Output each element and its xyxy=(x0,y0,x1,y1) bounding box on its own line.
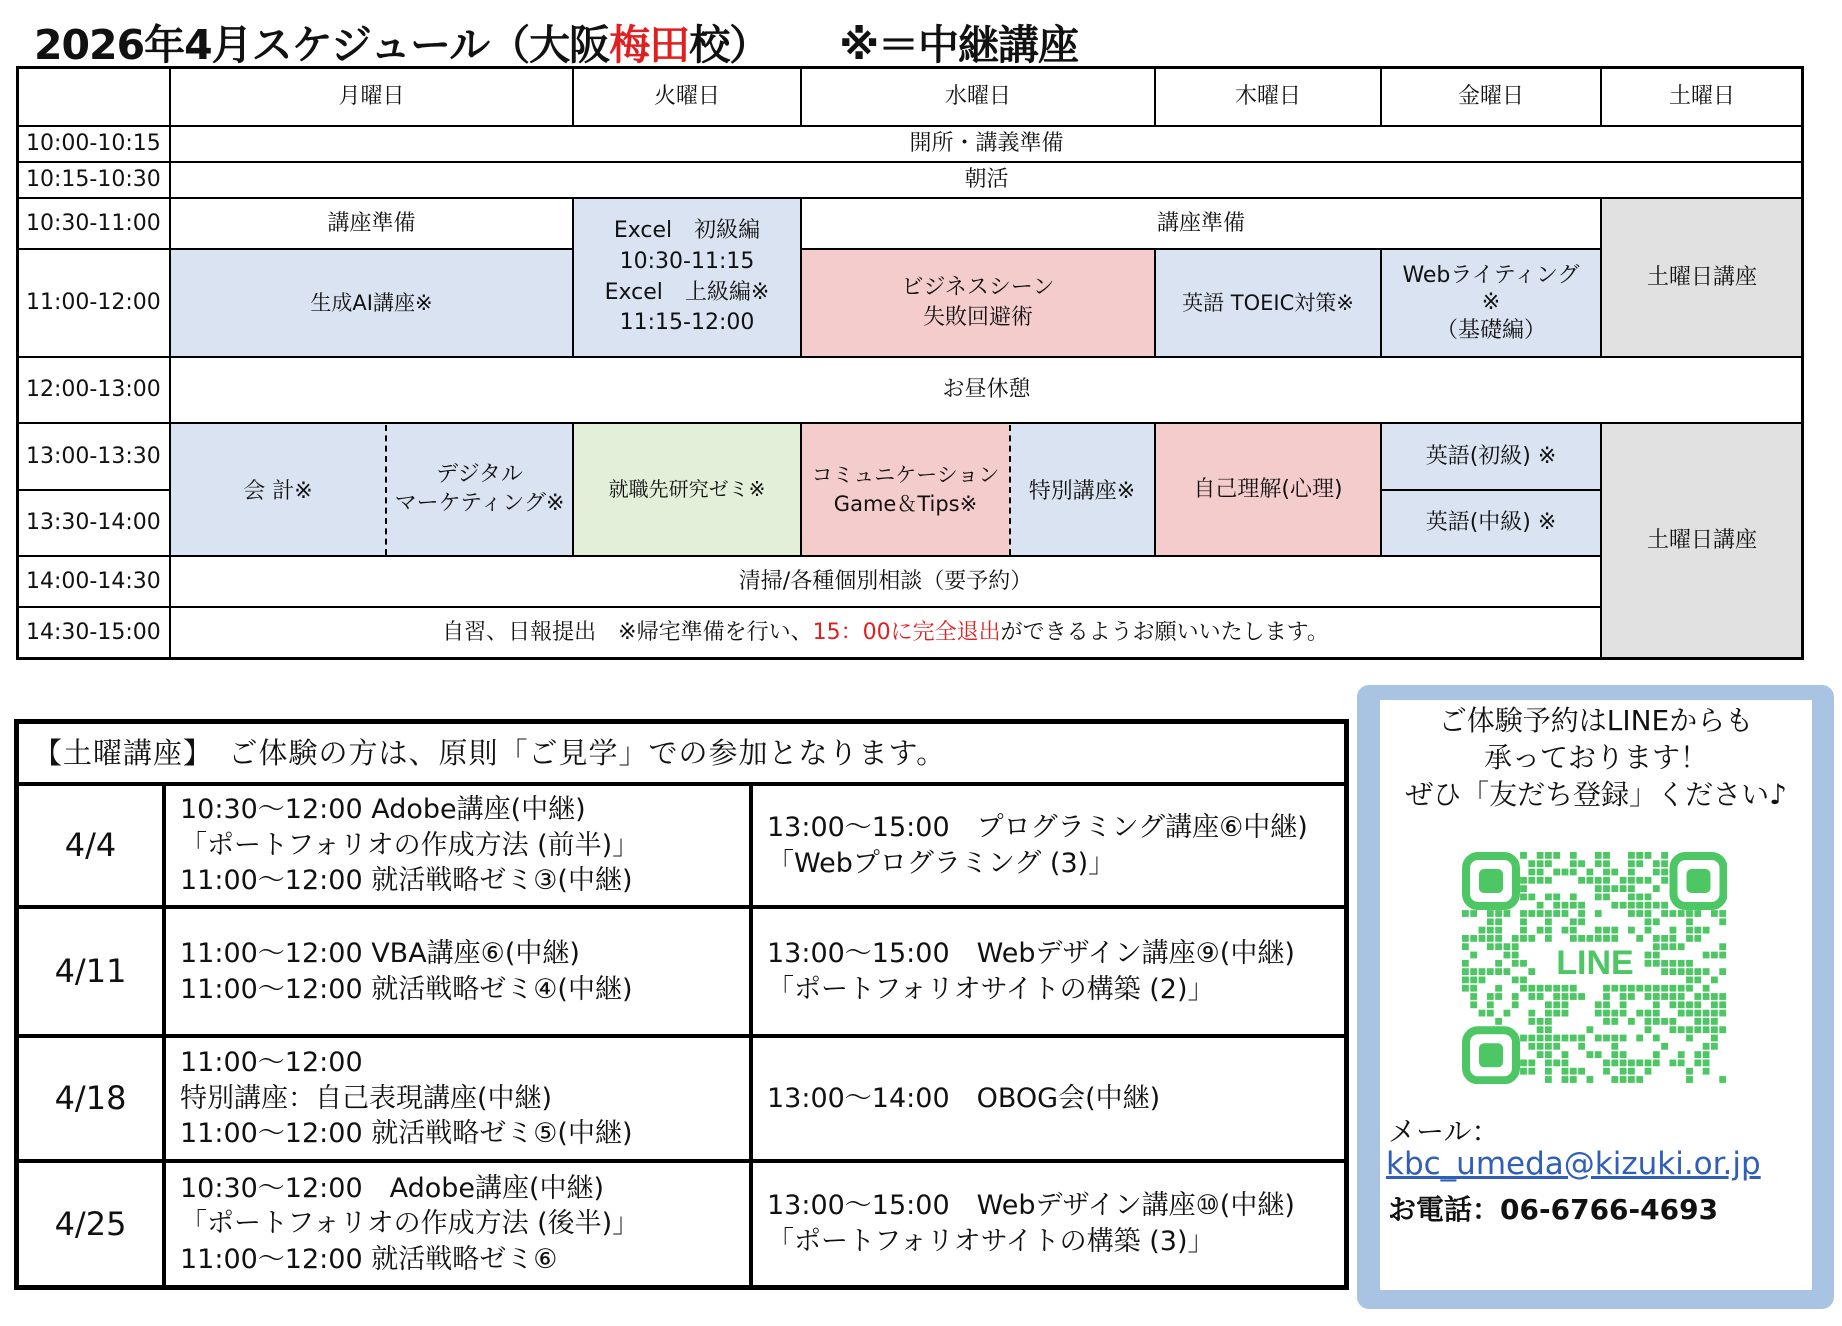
title-suffix: 校） xyxy=(689,21,770,69)
header-thu: 木曜日 xyxy=(1155,67,1381,126)
digital-line: マーケティング※ xyxy=(394,490,565,516)
digital-line: デジタル xyxy=(436,461,523,487)
open-prep-cell: 開所・講義準備 xyxy=(170,126,1803,162)
header-sat: 土曜日 xyxy=(1601,67,1803,126)
header-wed: 水曜日 xyxy=(801,67,1155,126)
saturday-header: 【土曜講座】 ご体験の方は、原則「ご見学」での参加となります。 xyxy=(17,722,1346,784)
title-highlight: 梅田 xyxy=(609,21,690,69)
am-course-line: 「ポートフォリオの作成方法 (後半)」 xyxy=(180,1208,640,1240)
tue-excel-cell xyxy=(573,198,801,357)
am-course-line: 10:30～12:00 Adobe講座(中継) xyxy=(180,794,586,826)
saturday-table-frame xyxy=(14,719,1349,1290)
excel-basic: Excel 初級編 xyxy=(613,217,761,243)
corner-cell xyxy=(17,67,170,126)
saturday-date: 4/11 xyxy=(54,952,127,991)
pm-course-line: 「Webプログラミング (3)」 xyxy=(767,847,1116,879)
wed-biz-line: 失敗回避術 xyxy=(922,305,1033,330)
time-label: 14:30-15:00 xyxy=(17,607,170,658)
header-fri: 金曜日 xyxy=(1381,67,1601,126)
wed-fri-prep-cell: 講座準備 xyxy=(801,198,1601,249)
phone-number: 06-6766-4693 xyxy=(1500,1193,1719,1226)
fri-web-line: （基礎編） xyxy=(1435,317,1546,343)
sat-pm-cell: 土曜日講座 xyxy=(1601,423,1803,658)
fri-web-writing-cell xyxy=(1381,249,1601,357)
time-label: 13:30-14:00 xyxy=(17,490,170,556)
pm-course-line: 「ポートフォリオサイトの構築 (3)」 xyxy=(767,1226,1215,1257)
tue-job-research-cell: 就職先研究ゼミ※ xyxy=(573,423,801,556)
self-study-text-end: ができるようお願いいたします。 xyxy=(1000,619,1329,645)
wed-communication xyxy=(801,423,1010,556)
wed-special-course: 特別講座※ xyxy=(1010,424,1154,555)
time-label: 10:30-11:00 xyxy=(17,198,170,249)
mon-accounting: 会 計※ xyxy=(243,479,313,504)
mon-prep-cell: 講座準備 xyxy=(170,198,573,249)
comm-line: コミュニケーション xyxy=(811,463,1000,488)
self-study-text: 自習、日報提出 ※帰宅準備を行い、 xyxy=(442,619,813,645)
pm-course-line: 13:00～14:00 OBOG会(中継) xyxy=(767,1082,1161,1114)
thu-toeic-cell: 英語 TOEIC対策※ xyxy=(1155,249,1381,357)
header-tue: 火曜日 xyxy=(573,67,801,126)
am-course-line: 「ポートフォリオの作成方法 (前半)」 xyxy=(180,829,640,861)
am-course-line: 11:00～12:00 xyxy=(180,1047,363,1079)
mail-label: メール： xyxy=(1388,1115,1500,1148)
am-course-line: 11:00～12:00 VBA講座⑥(中継) xyxy=(180,937,580,969)
time-label: 11:00-12:00 xyxy=(17,249,170,357)
excel-advanced: Excel 上級編※ xyxy=(604,279,770,305)
saturday-date: 4/25 xyxy=(54,1204,127,1243)
excel-advanced-time: 11:15-12:00 xyxy=(619,310,755,336)
wed-business-cell xyxy=(801,249,1155,357)
time-label: 10:00-10:15 xyxy=(17,126,170,162)
lunch-cell: お昼休憩 xyxy=(170,357,1803,423)
am-course-line: 11:00～12:00 就活戦略ゼミ③(中継) xyxy=(180,865,633,897)
sat-am-cell: 土曜日講座 xyxy=(1601,198,1803,357)
title-prefix: 2026年4月スケジュール（大阪 xyxy=(34,21,610,69)
pm-course-line: 13:00～15:00 Webデザイン講座⑩(中継) xyxy=(767,1190,1295,1222)
line-msg-line: 承っております！ xyxy=(1483,741,1708,774)
time-label: 14:00-14:30 xyxy=(17,556,170,607)
cleaning-consultation-cell: 清掃/各種個別相談（要予約） xyxy=(170,556,1601,607)
self-study-cell xyxy=(170,607,1601,658)
qr-line-label: LINE xyxy=(1556,944,1634,982)
am-course-line: 11:00～12:00 就活戦略ゼミ⑥ xyxy=(180,1243,558,1275)
email-link[interactable]: kbc_umeda@kizuki.or.jp xyxy=(1386,1146,1761,1182)
am-course-line: 10:30～12:00 Adobe講座(中継) xyxy=(180,1172,605,1204)
am-course-line: 特別講座：自己表現講座(中継) xyxy=(180,1082,553,1114)
phone-line xyxy=(1388,1188,1718,1228)
comm-line: Game＆Tips※ xyxy=(833,491,978,516)
fri-web-line: ※ xyxy=(1481,290,1501,316)
time-label: 13:00-13:30 xyxy=(17,423,170,490)
pm-course-line: 13:00～15:00 プログラミング講座⑥中継) xyxy=(767,811,1308,843)
line-qr-code-icon[interactable] xyxy=(1462,852,1727,1084)
excel-basic-time: 10:30-11:15 xyxy=(619,248,755,274)
saturday-date: 4/18 xyxy=(54,1079,127,1118)
fri-english-intermediate-cell: 英語(中級) ※ xyxy=(1381,490,1601,556)
mon-ai-course-cell: 生成AI講座※ xyxy=(170,249,573,357)
mon-digital-marketing xyxy=(386,423,573,556)
pm-course-line: 13:00～15:00 Webデザイン講座⑨(中継) xyxy=(767,937,1295,969)
wed-biz-line: ビジネスシーン xyxy=(901,275,1055,301)
morning-activity-cell: 朝活 xyxy=(170,162,1803,198)
title-note: ※＝中継講座 xyxy=(839,21,1079,69)
am-course-line: 11:00～12:00 就活戦略ゼミ⑤(中継) xyxy=(180,1118,633,1150)
line-msg-line: ご体験予約はLINEからも xyxy=(1438,704,1754,737)
phone-label: お電話： xyxy=(1388,1193,1501,1226)
thu-self-understanding-cell: 自己理解(心理) xyxy=(1155,423,1381,556)
dashed-divider xyxy=(1009,425,1011,555)
fri-english-basic-cell: 英語(初級) ※ xyxy=(1381,423,1601,490)
line-msg-line: ぜひ「友だち登録」ください♪ xyxy=(1405,778,1787,811)
saturday-date: 4/4 xyxy=(64,826,117,865)
pm-course-line: 「ポートフォリオサイトの構築 (2)」 xyxy=(767,973,1215,1005)
fri-web-line: Webライティング xyxy=(1402,262,1580,288)
page-title xyxy=(34,12,1078,71)
exit-time-notice: 15：00に完全退出 xyxy=(812,619,1001,645)
time-label: 10:15-10:30 xyxy=(17,162,170,198)
line-message xyxy=(1380,702,1812,813)
header-mon: 月曜日 xyxy=(170,67,573,126)
time-label: 12:00-13:00 xyxy=(17,357,170,423)
am-course-line: 11:00～12:00 就活戦略ゼミ④(中継) xyxy=(180,973,633,1005)
